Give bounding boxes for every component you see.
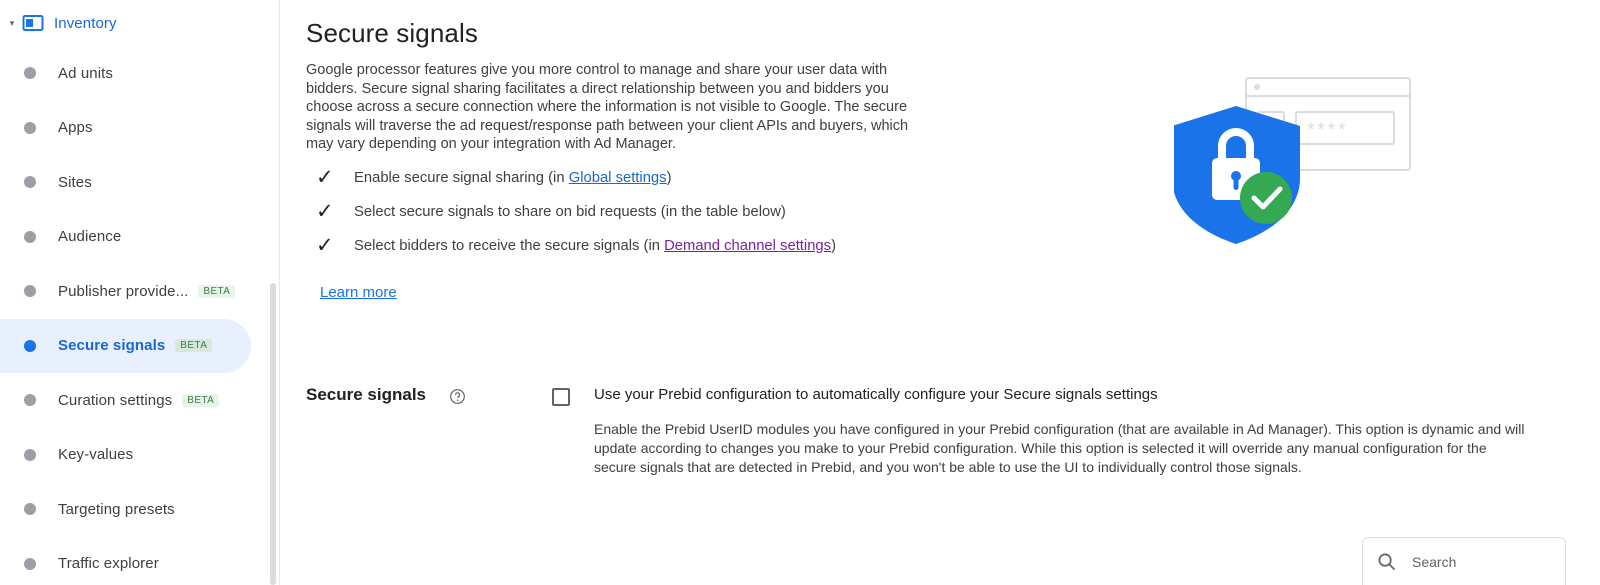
sidebar bbox=[0, 0, 280, 585]
sidebar-header-label: Inventory bbox=[54, 14, 117, 32]
bullet-icon bbox=[24, 503, 36, 515]
bullet-icon bbox=[24, 558, 36, 570]
sidebar-item-traffic-explorer[interactable] bbox=[0, 537, 279, 585]
sidebar-item-label: Sites bbox=[58, 173, 92, 191]
sidebar-item-ad-units[interactable] bbox=[0, 46, 279, 101]
prebid-checkbox-row bbox=[552, 385, 1600, 406]
prebid-checkbox-label[interactable]: Use your Prebid configuration to automatically configure your Secure signals settings bbox=[594, 386, 1158, 403]
sidebar-item-label: Apps bbox=[58, 119, 93, 137]
inventory-icon bbox=[20, 10, 46, 36]
intro-paragraph: Google processor features give you more control to manage and share your user data with bidders. Secure signal sharing facilitates a direct relationship between you and bidders you choose across a secure connection where the information is not visible to Google. The secure signals will traverse the ad request/response path between your client APIs and buyers, which may vary depending on your integration with Ad Manager. bbox=[306, 62, 909, 153]
learn-more-link[interactable]: Learn more bbox=[320, 283, 397, 301]
section-title: Secure signals bbox=[306, 385, 427, 404]
sidebar-scrollbar[interactable] bbox=[270, 283, 276, 585]
sidebar-item-sites[interactable] bbox=[0, 155, 279, 210]
search-input[interactable] bbox=[1410, 553, 1551, 571]
checklist-text-pre: Select bidders to receive the secure signals (in bbox=[354, 237, 665, 254]
bullet-icon bbox=[24, 176, 36, 188]
sidebar-item-label: Audience bbox=[58, 228, 122, 246]
sidebar-item-audience[interactable] bbox=[0, 210, 279, 265]
secure-signals-illustration bbox=[1174, 74, 1414, 264]
bullet-icon bbox=[24, 340, 36, 352]
bullet-icon bbox=[24, 231, 36, 243]
sidebar-item-label: Traffic explorer bbox=[58, 555, 159, 573]
sidebar-item-targeting-presets[interactable] bbox=[0, 482, 279, 537]
checklist-item-text bbox=[354, 236, 836, 256]
beta-badge: BETA bbox=[198, 285, 235, 298]
checklist-text-post: ) bbox=[666, 169, 672, 186]
page-title: Secure signals bbox=[306, 18, 478, 48]
section-header bbox=[306, 365, 552, 477]
checklist-item-text: Select secure signals to share on bid requests (in the table below) bbox=[354, 203, 786, 220]
checklist-text-post: ) bbox=[831, 237, 836, 254]
beta-badge: BETA bbox=[175, 339, 212, 352]
sidebar-item-apps[interactable] bbox=[0, 101, 279, 156]
checklist-item-text bbox=[354, 168, 672, 188]
section-body bbox=[552, 365, 1600, 477]
svg-text:****: **** bbox=[1307, 120, 1349, 141]
sidebar-item-label: Ad units bbox=[58, 64, 113, 82]
sidebar-item-label: Curation settings bbox=[58, 391, 173, 409]
sidebar-item-label: Secure signals bbox=[58, 337, 166, 355]
sidebar-item-label: Publisher provide... bbox=[58, 282, 189, 300]
beta-badge: BETA bbox=[182, 394, 219, 407]
main-content bbox=[280, 0, 1600, 585]
sidebar-item-curation-settings[interactable] bbox=[0, 373, 279, 428]
check-icon: ✓ bbox=[316, 233, 334, 257]
bullet-icon bbox=[24, 394, 36, 406]
check-icon: ✓ bbox=[316, 199, 334, 223]
search-box[interactable] bbox=[1362, 537, 1566, 585]
global-settings-link[interactable]: Global settings bbox=[568, 169, 667, 186]
prebid-auto-configure-checkbox[interactable] bbox=[552, 388, 570, 406]
sidebar-item-label: Key-values bbox=[58, 446, 134, 464]
search-icon bbox=[1377, 552, 1396, 571]
sidebar-item-key-values[interactable] bbox=[0, 428, 279, 483]
demand-channel-settings-link[interactable]: Demand channel settings bbox=[664, 237, 832, 254]
check-icon: ✓ bbox=[316, 165, 334, 189]
sidebar-item-secure-signals[interactable] bbox=[0, 319, 251, 374]
bullet-icon bbox=[24, 122, 36, 134]
sidebar-item-publisher-provided[interactable] bbox=[0, 264, 279, 319]
secure-signals-section bbox=[306, 365, 1600, 477]
sidebar-header[interactable] bbox=[0, 0, 279, 46]
bullet-icon bbox=[24, 285, 36, 297]
sidebar-item-label: Targeting presets bbox=[58, 500, 175, 518]
checklist-text-pre: Enable secure signal sharing (in bbox=[354, 169, 569, 186]
bullet-icon bbox=[24, 67, 36, 79]
help-icon[interactable] bbox=[448, 387, 466, 405]
prebid-checkbox-description: Enable the Prebid UserID modules you have configured in your Prebid configuration (that are available in Ad Manager). This option is dynamic and will update according to changes you make to your Prebid configuration. While this option is selected it will override any manual configuration for the secure signals that are detected in Prebid, and you won't be able to use the UI to individually control those signals. bbox=[594, 421, 1525, 475]
bullet-icon bbox=[24, 449, 36, 461]
chevron-down-icon[interactable]: ▾ bbox=[9, 17, 15, 28]
